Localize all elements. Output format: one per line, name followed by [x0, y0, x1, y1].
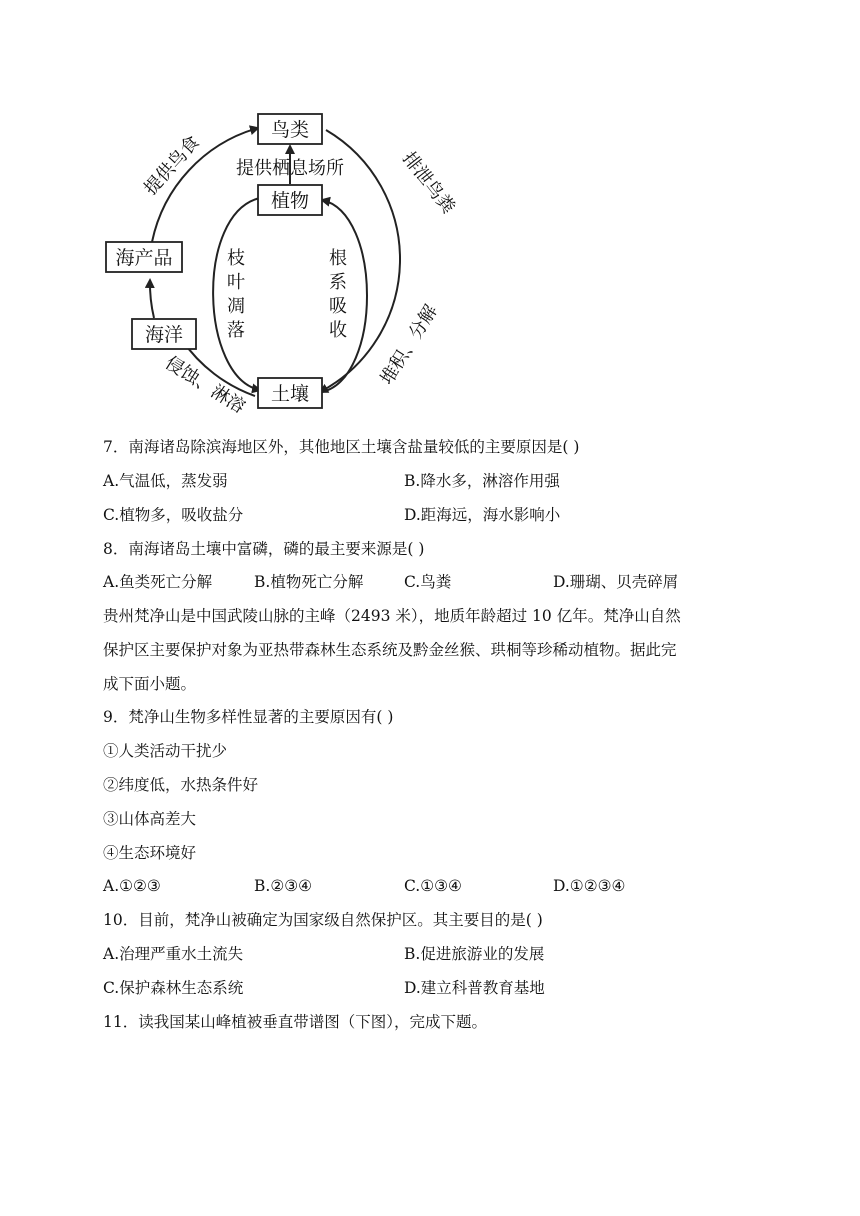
q9-statement-2: ②纬度低，水热条件好 — [103, 776, 259, 794]
svg-text:植物: 植物 — [270, 190, 310, 212]
svg-text:根: 根 — [329, 248, 347, 269]
svg-text:鸟类: 鸟类 — [270, 119, 310, 141]
node-seafood — [106, 242, 182, 272]
q9-option-b: B.②③④ — [254, 877, 313, 895]
q10-option-d: D.建立科普教育基地 — [404, 979, 545, 997]
label-provide-habitat: 提供栖息场所 — [236, 158, 344, 179]
q9-statement-3: ③山体高差大 — [103, 810, 197, 828]
q7-option-a: A.气温低，蒸发弱 — [103, 472, 228, 490]
svg-text:收: 收 — [329, 320, 347, 341]
q8-option-d: D.珊瑚、贝壳碎屑 — [553, 573, 679, 591]
label-provide-food: 提供鸟食 — [140, 131, 204, 200]
svg-text:海洋: 海洋 — [144, 324, 184, 346]
svg-text:叶: 叶 — [227, 272, 245, 293]
passage-line-2: 保护区主要保护对象为亚热带森林生态系统及黔金丝猴、珙桐等珍稀动植物。据此完 — [103, 641, 677, 659]
svg-text:吸: 吸 — [329, 296, 347, 317]
svg-text:海产品: 海产品 — [115, 247, 173, 269]
question-7-stem: 7．南海诸岛除滨海地区外，其他地区土壤含盐量较低的主要原因是( ) — [103, 438, 580, 456]
question-11-stem: 11．读我国某山峰植被垂直带谱图（下图），完成下题。 — [103, 1013, 487, 1031]
question-9-stem: 9．梵净山生物多样性显著的主要原因有( ) — [103, 708, 394, 726]
node-plants — [258, 185, 322, 215]
q8-option-c: C.鸟粪 — [404, 573, 452, 591]
q9-statement-1: ①人类活动干扰少 — [103, 742, 228, 760]
question-8-stem: 8．南海诸岛土壤中富磷，磷的最主要来源是( ) — [103, 540, 425, 558]
label-accumulate: 堆积、分解 — [376, 301, 442, 389]
q9-option-d: D.①②③④ — [553, 877, 626, 895]
node-soil — [258, 378, 322, 408]
q10-option-a: A.治理严重水土流失 — [103, 945, 244, 963]
label-erosion: 侵蚀、淋溶 — [161, 352, 249, 418]
arc-ocean-to-seafood — [150, 280, 154, 318]
q9-statement-4: ④生态环境好 — [103, 844, 197, 862]
q7-option-c: C.植物多，吸收盐分 — [103, 506, 244, 524]
q8-option-a: A.鱼类死亡分解 — [103, 573, 213, 591]
node-ocean — [132, 319, 196, 349]
q10-option-c: C.保护森林生态系统 — [103, 979, 244, 997]
q7-option-b: B.降水多，淋溶作用强 — [404, 472, 560, 490]
nutrient-cycle-diagram — [100, 108, 470, 420]
passage-line-3: 成下面小题。 — [103, 675, 197, 693]
label-excrete: 排泄鸟粪 — [398, 148, 459, 218]
q10-option-b: B.促进旅游业的发展 — [404, 945, 545, 963]
label-root-absorb — [329, 247, 347, 341]
q9-option-c: C.①③④ — [404, 877, 462, 895]
svg-text:系: 系 — [329, 272, 347, 293]
svg-text:枝: 枝 — [227, 248, 245, 269]
label-litter — [227, 248, 245, 341]
q8-option-b: B.植物死亡分解 — [254, 573, 364, 591]
passage-line-1: 贵州梵净山是中国武陵山脉的主峰（2493 米），地质年龄超过 10 亿年。梵净山自然 — [103, 607, 681, 625]
arc-plants-to-soil — [213, 198, 260, 390]
cycle-svg — [100, 108, 470, 420]
svg-text:落: 落 — [227, 320, 245, 341]
q9-option-a: A.①②③ — [103, 877, 161, 895]
question-10-stem: 10．目前，梵净山被确定为国家级自然保护区。其主要目的是( ) — [103, 911, 543, 929]
node-birds — [258, 114, 322, 144]
svg-text:土壤: 土壤 — [270, 383, 310, 405]
svg-text:凋: 凋 — [227, 296, 245, 317]
q7-option-d: D.距海远，海水影响小 — [404, 506, 561, 524]
